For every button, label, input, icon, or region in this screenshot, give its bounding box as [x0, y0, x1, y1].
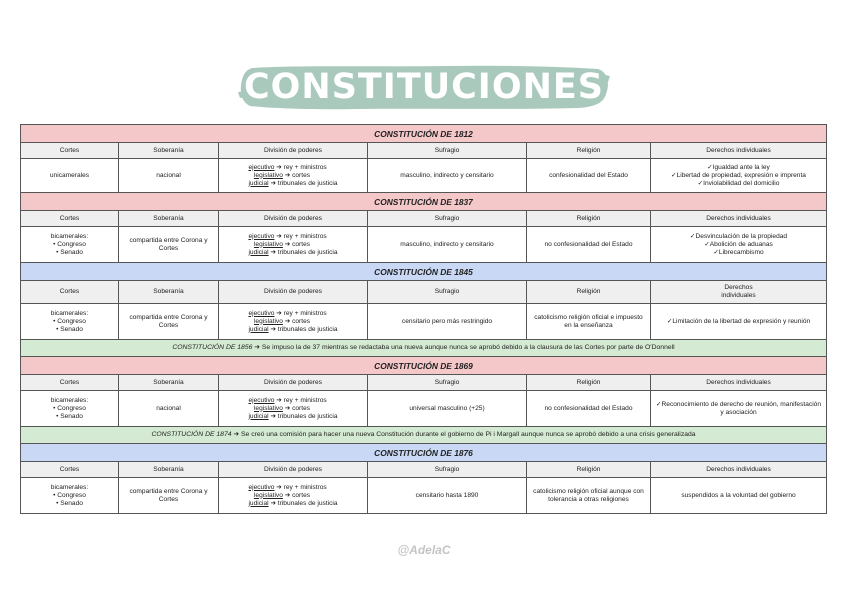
col-derechos: Derechos individuales	[651, 143, 827, 159]
derechos-cell: ✓Reconocimiento de derecho de reunión, manifestación y asociación	[651, 391, 827, 427]
author-watermark: @AdelaC	[397, 543, 451, 557]
cortes-cell: bicamerales: • Congreso • Senado	[21, 391, 119, 427]
header-row-1845: Cortes Soberanía División de poderes Sufragio Religión Derechos individuales	[21, 281, 827, 304]
cortes-cell: bicamerales: • Congreso • Senado	[21, 478, 119, 514]
soberania-cell: compartida entre Corona y Cortes	[119, 304, 219, 340]
religion-cell: confesionalidad del Estado	[527, 159, 651, 193]
cortes-cell: unicamerales	[21, 159, 119, 193]
col-cortes: Cortes	[21, 143, 119, 159]
section-title-1869: CONSTITUCIÓN DE 1869	[21, 357, 827, 375]
poderes-cell: ejecutivo ➔ rey + ministros legislativo ➔ cortes judicial ➔ tribunales de justicia	[219, 227, 368, 263]
col-religion: Religión	[527, 143, 651, 159]
poderes-cell: ejecutivo ➔ rey + ministros legislativo ➔ cortes judicial ➔ tribunales de justicia	[219, 391, 368, 427]
title-banner	[238, 64, 610, 110]
derechos-cell: ✓Limitación de la libertad de expresión y reunión	[651, 304, 827, 340]
religion-cell: no confesionalidad del Estado	[527, 391, 651, 427]
soberania-cell: compartida entre Corona y Cortes	[119, 227, 219, 263]
sufragio-cell: masculino, indirecto y censitario	[368, 159, 527, 193]
row-1845	[21, 304, 827, 340]
soberania-cell: nacional	[119, 159, 219, 193]
soberania-cell: compartida entre Corona y Cortes	[119, 478, 219, 514]
religion-cell: catolicismo religión oficial e impuesto en la enseñanza	[527, 304, 651, 340]
religion-cell: no confesionalidad del Estado	[527, 227, 651, 263]
soberania-cell: nacional	[119, 391, 219, 427]
sufragio-cell: masculino, indirecto y censitario	[368, 227, 527, 263]
sufragio-cell: universal masculino (+25)	[368, 391, 527, 427]
section-title-1845: CONSTITUCIÓN DE 1845	[21, 263, 827, 281]
note-1856: CONSTITUCIÓN DE 1856 ➔ Se impuso la de 37 mientras se redactaba una nueva aunque nunca se aprobó debido a la clausura de las Cortes por parte de O'Donnell	[21, 340, 827, 357]
row-1812	[21, 159, 827, 193]
derechos-cell: ✓Desvinculación de la propiedad ✓Abolición de aduanas ✓Librecambismo	[651, 227, 827, 263]
row-1837	[21, 227, 827, 263]
derechos-cell: suspendidos a la voluntad del gobierno	[651, 478, 827, 514]
derechos-cell: ✓Igualdad ante la ley ✓Libertad de propiedad, expresión e imprenta ✓Inviolabilidad del domicilio	[651, 159, 827, 193]
poderes-cell: ejecutivo ➔ rey + ministros legislativo ➔ cortes judicial ➔ tribunales de justicia	[219, 159, 368, 193]
note-1874: CONSTITUCIÓN DE 1874 ➔ Se creó una comisión para hacer una nueva Constitución durante el gobierno de Pi i Margall aunque nunca se aprobó debido a una crisis generalizada	[21, 427, 827, 444]
section-title-1876: CONSTITUCIÓN DE 1876	[21, 444, 827, 462]
sufragio-cell: censitario hasta 1890	[368, 478, 527, 514]
religion-cell: catolicismo religión oficial aunque con tolerancia a otras religiones	[527, 478, 651, 514]
poderes-cell: ejecutivo ➔ rey + ministros legislativo ➔ cortes judicial ➔ tribunales de justicia	[219, 304, 368, 340]
col-division: División de poderes	[219, 143, 368, 159]
cortes-cell: bicamerales: • Congreso • Senado	[21, 227, 119, 263]
header-row-1812	[21, 143, 827, 159]
col-soberania: Soberanía	[119, 143, 219, 159]
row-1869	[21, 391, 827, 427]
section-title-1812: CONSTITUCIÓN DE 1812	[21, 125, 827, 143]
header-row-1837: Cortes Soberanía División de poderes Sufragio Religión Derechos individuales	[21, 211, 827, 227]
row-1876	[21, 478, 827, 514]
header-row-1876: Cortes Soberanía División de poderes Sufragio Religión Derechos individuales	[21, 462, 827, 478]
cortes-cell: bicamerales: • Congreso • Senado	[21, 304, 119, 340]
sufragio-cell: censitario pero más restringido	[368, 304, 527, 340]
constitutions-table	[20, 124, 827, 514]
section-title-1837: CONSTITUCIÓN DE 1837	[21, 193, 827, 211]
header-row-1869: Cortes Soberanía División de poderes Sufragio Religión Derechos individuales	[21, 375, 827, 391]
col-sufragio: Sufragio	[368, 143, 527, 159]
page-title: CONSTITUCIONES	[243, 67, 604, 107]
poderes-cell: ejecutivo ➔ rey + ministros legislativo ➔ cortes judicial ➔ tribunales de justicia	[219, 478, 368, 514]
